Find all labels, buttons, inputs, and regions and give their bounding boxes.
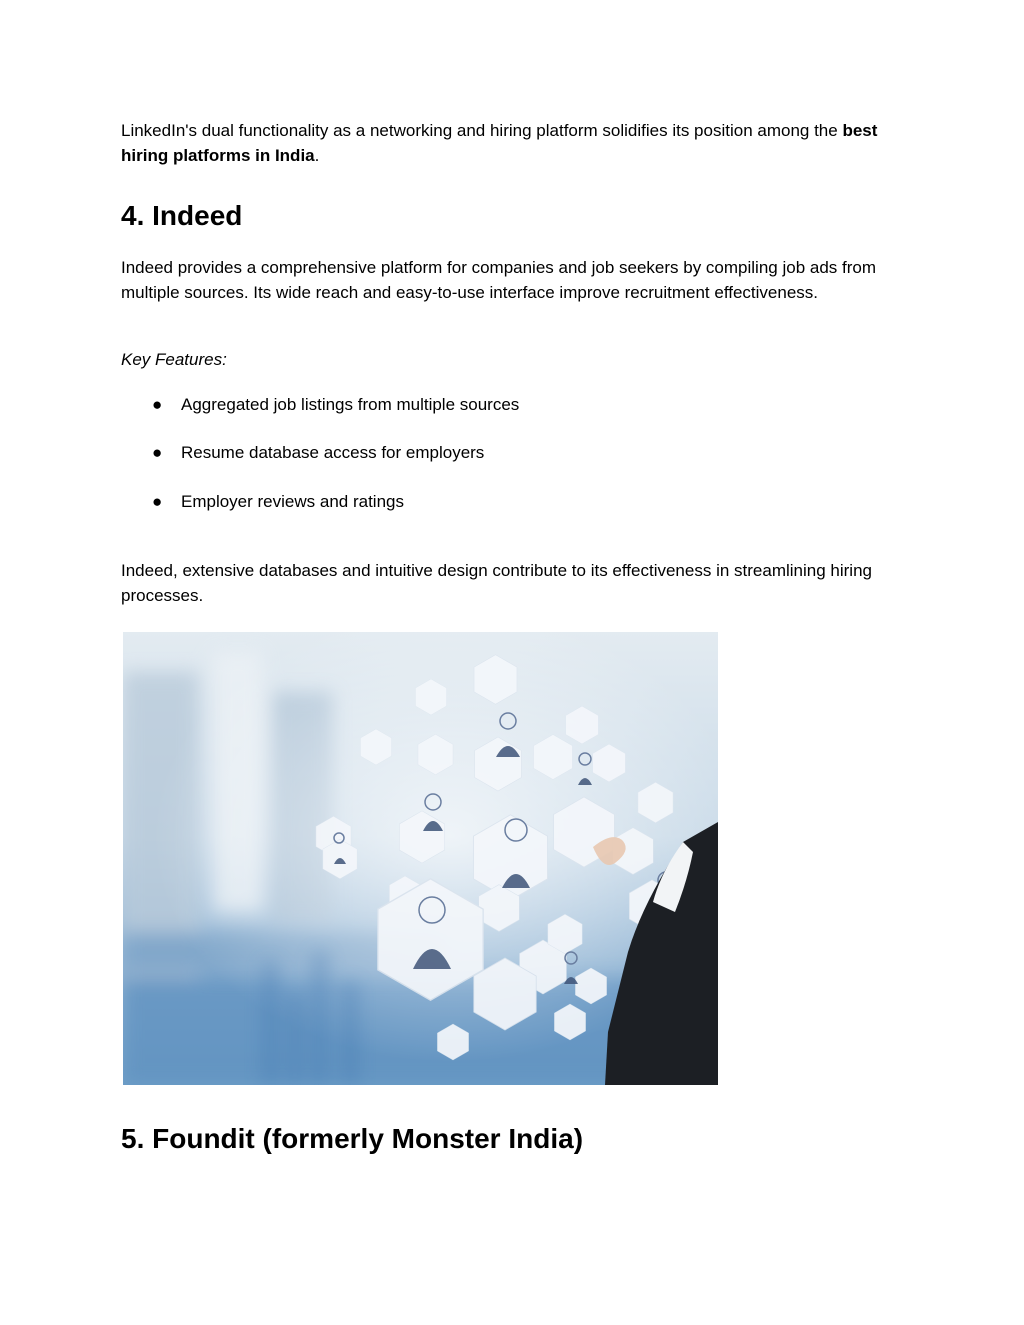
section-4-description: Indeed provides a comprehensive platform for companies and job seekers by compiling job ads from multiple sources. Its wide reach and easy-to-use interface improve recruitment effectiveness. [121, 258, 877, 302]
feature-text: Aggregated job listings from multiple sources [181, 395, 520, 414]
intro-text: LinkedIn's dual functionality as a networking and hiring platform solidifies its position among the [121, 121, 843, 140]
hexagon-people-network-illustration [123, 632, 718, 1085]
feature-text: Employer reviews and ratings [181, 492, 404, 511]
bullet-icon: ● [152, 492, 163, 511]
key-features-label: Key Features: [121, 350, 227, 369]
intro-end: . [314, 145, 320, 165]
bullet-icon: ● [152, 395, 163, 414]
section-4-conclusion: Indeed, extensive databases and intuitive design contribute to its effectiveness in streamlining hiring processes. [121, 561, 872, 605]
intro-paragraph [121, 119, 921, 168]
intro-bold-link-text: best hiring platforms in India [121, 121, 878, 165]
feature-text: Resume database access for employers [181, 443, 485, 462]
section-4-heading: 4. Indeed [121, 200, 243, 231]
bullet-icon: ● [152, 443, 163, 462]
section-5-heading: 5. Foundit (formerly Monster India) [121, 1123, 584, 1154]
